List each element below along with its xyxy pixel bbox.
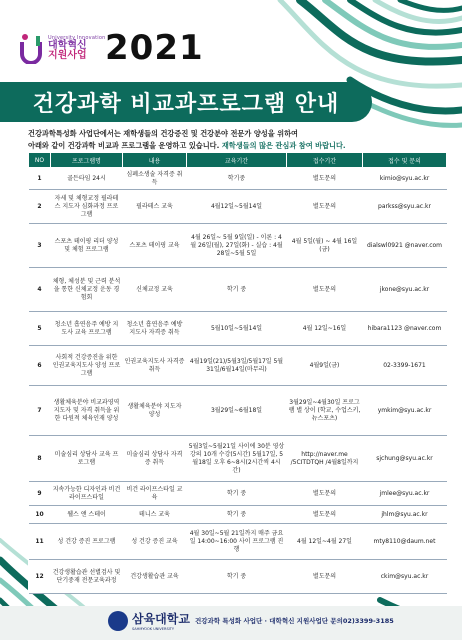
- row-name: 골든타임 24시: [51, 168, 123, 190]
- row-content: 생활체육분야 지도자 양성: [123, 386, 187, 436]
- intro-line-1: 건강과학특성화 사업단에서는 재학생들의 건강증진 및 건강분야 전문가 양성을 위하여: [28, 129, 298, 138]
- row-registration: 별도문의: [287, 560, 363, 594]
- row-registration: http://naver.me /5CITDTQH /4월8일까지: [287, 436, 363, 482]
- row-no: 7: [29, 386, 51, 436]
- table-row: [29, 524, 447, 560]
- row-content: 스포츠 테이핑 교육: [123, 224, 187, 268]
- row-registration: 4월 12일~4월 27일: [287, 524, 363, 560]
- page-title: 건강과학 비교과프로그램 안내: [32, 91, 340, 117]
- row-name: 웰스 앤 스테이: [51, 506, 123, 524]
- intro-text: [28, 128, 448, 152]
- row-registration: 별도문의: [287, 190, 363, 224]
- row-name: 성 건강 증진 프로그램: [51, 524, 123, 560]
- table-row: [29, 482, 447, 506]
- row-contact: kimio@syu.ac.kr: [363, 168, 447, 190]
- row-period: 4월19일(21)/5월3일/5월17일 5월31일/6월14일(마무리): [187, 346, 287, 386]
- footer-university-name: 삼육대학교: [132, 612, 190, 626]
- row-name: 지속가능한 디자인과 비건 라이프스타일: [51, 482, 123, 506]
- row-contact: jhlm@syu.ac.kr: [363, 506, 447, 524]
- table-row: [29, 346, 447, 386]
- row-content: 청소년 흡연음주 예방 지도사 자격증 취득: [123, 312, 187, 346]
- row-registration: 4월 5일(월) ~ 4월 16일(금): [287, 224, 363, 268]
- row-period: 5월10일~5월14일: [187, 312, 287, 346]
- row-contact: jkone@syu.ac.kr: [363, 268, 447, 312]
- row-contact: sjchung@syu.ac.kr: [363, 436, 447, 482]
- row-registration: 별도문의: [287, 506, 363, 524]
- row-name: 체형, 체성분 및 근력 분석을 통한 신체교정 운동 경험회: [51, 268, 123, 312]
- year-heading: 2021: [105, 28, 204, 68]
- header-no: NO: [29, 153, 51, 168]
- row-registration: 4월9일(금): [287, 346, 363, 386]
- row-period: 3월29일~6월18일: [187, 386, 287, 436]
- row-period: 학기 중: [187, 482, 287, 506]
- footer-content: [108, 610, 394, 631]
- row-content: 미술심리 상담사 자격증 취득: [123, 436, 187, 482]
- footer-university-english: SAHMYOOK UNIVERSITY: [132, 627, 174, 631]
- row-registration: 별도문의: [287, 482, 363, 506]
- row-content: 신체교정 교육: [123, 268, 187, 312]
- row-name: 생활체육분야 비교과영역 지도자 및 자격 취득을 위한 다원적 체육인재 양성: [51, 386, 123, 436]
- row-period: 5월3일~5월21일 사이에 30분 영상강의 10개 수강(5시간) 5월17일, 5월18일 오후 6~8시(2시간씩 4시간): [187, 436, 287, 482]
- row-contact: hibara1123 @naver.com: [363, 312, 447, 346]
- row-registration: 별도문의: [287, 268, 363, 312]
- row-no: 8: [29, 436, 51, 482]
- row-no: 10: [29, 506, 51, 524]
- header-registration: 접수기간: [287, 153, 363, 168]
- row-no: 3: [29, 224, 51, 268]
- row-name: 자세 및 체형교정 필라테스 지도자 심화과정 프로그램: [51, 190, 123, 224]
- table-row: [29, 190, 447, 224]
- row-contact: ckim@syu.ac.kr: [363, 560, 447, 594]
- table-row: [29, 224, 447, 268]
- row-contact: mty8110@daum.net: [363, 524, 447, 560]
- row-content: 심폐소생술 자격증 취득: [123, 168, 187, 190]
- row-no: 9: [29, 482, 51, 506]
- logo-line2: 지원사업: [48, 49, 87, 61]
- row-registration: 3월29일~4월30일 프로그램 별 상이 (학교, 수업스키, 뉴스포츠): [287, 386, 363, 436]
- row-name: 미술심리 상담사 교육 프로그램: [51, 436, 123, 482]
- table-row: [29, 268, 447, 312]
- table-header-row: [29, 153, 447, 168]
- table-row: [29, 506, 447, 524]
- row-name: 스포츠 테이핑 리더 양성 및 체험 프로그램: [51, 224, 123, 268]
- row-period: 4월 26일~ 5월 9일(일) - 이론 : 4월 26일(월), 27일(화) - 실습 : 4월28일~5월 5일: [187, 224, 287, 268]
- row-content: 필라테스 교육: [123, 190, 187, 224]
- logo-subtitle: University Innovation: [48, 34, 106, 41]
- table-row: [29, 168, 447, 190]
- row-content: 인권교육지도사 자격증 취득: [123, 346, 187, 386]
- intro-line-2a: 아래와 같이 건강과학 비교과 프로그램을 운영하고 있습니다.: [28, 141, 222, 150]
- row-content: 비건 라이프스타일 교육: [123, 482, 187, 506]
- footer-contact-text: 건강과학 특성화 사업단 · 대학혁신 지원사업단 문의02)3399-3185: [194, 617, 394, 625]
- logo-mark-icon: [18, 32, 44, 64]
- row-name: 청소년 흡연음주 예방 지도사 교육 프로그램: [51, 312, 123, 346]
- row-period: 학기 중: [187, 268, 287, 312]
- row-no: 5: [29, 312, 51, 346]
- row-registration: 4월 12일~16일: [287, 312, 363, 346]
- university-emblem-icon: [108, 611, 128, 631]
- row-registration: 별도문의: [287, 168, 363, 190]
- row-no: 6: [29, 346, 51, 386]
- row-contact: dialswl0921 @naver.com: [363, 224, 447, 268]
- intro-line-2b: 재학생들의 많은 관심과 참여 바랍니다.: [221, 141, 346, 150]
- title-banner: [0, 82, 372, 122]
- row-period: 학기 중: [187, 560, 287, 594]
- row-period: 학기 중: [187, 506, 287, 524]
- intro-line-2: [28, 140, 448, 152]
- row-no: 2: [29, 190, 51, 224]
- header-contact: 접수 및 문의: [363, 153, 447, 168]
- row-contact: jmlee@syu.ac.kr: [363, 482, 447, 506]
- row-name: 사회적 건강증진을 위한 인권교육지도사 양성 프로그램: [51, 346, 123, 386]
- header-content: 내용: [123, 153, 187, 168]
- table-row: [29, 560, 447, 594]
- university-innovation-logo: [18, 32, 105, 64]
- table-row: [29, 386, 447, 436]
- logo-line1: 대학혁신: [48, 39, 87, 51]
- table-row: [29, 436, 447, 482]
- row-contact: ymkim@syu.ac.kr: [363, 386, 447, 436]
- row-period: 4월12일~5월14일: [187, 190, 287, 224]
- row-period: 4월 30일~5월 21일까지 매주 금요일 14:00~16:00 사이 프로그램 진행: [187, 524, 287, 560]
- row-content: 테니스 교육: [123, 506, 187, 524]
- header-period: 교육기간: [187, 153, 287, 168]
- header-program: 프로그램명: [51, 153, 123, 168]
- row-period: 학기중: [187, 168, 287, 190]
- table-row: [29, 312, 447, 346]
- row-contact: 02-3399-1671: [363, 346, 447, 386]
- row-no: 11: [29, 524, 51, 560]
- row-no: 12: [29, 560, 51, 594]
- row-no: 1: [29, 168, 51, 190]
- row-contact: parkss@syu.ac.kr: [363, 190, 447, 224]
- row-content: 건강생활습관 교육: [123, 560, 187, 594]
- row-no: 4: [29, 268, 51, 312]
- row-name: 건강생활습관 선별검사 및 단기중재 전문교육과정: [51, 560, 123, 594]
- program-table: [28, 152, 447, 594]
- row-content: 성 건강 증진 교육: [123, 524, 187, 560]
